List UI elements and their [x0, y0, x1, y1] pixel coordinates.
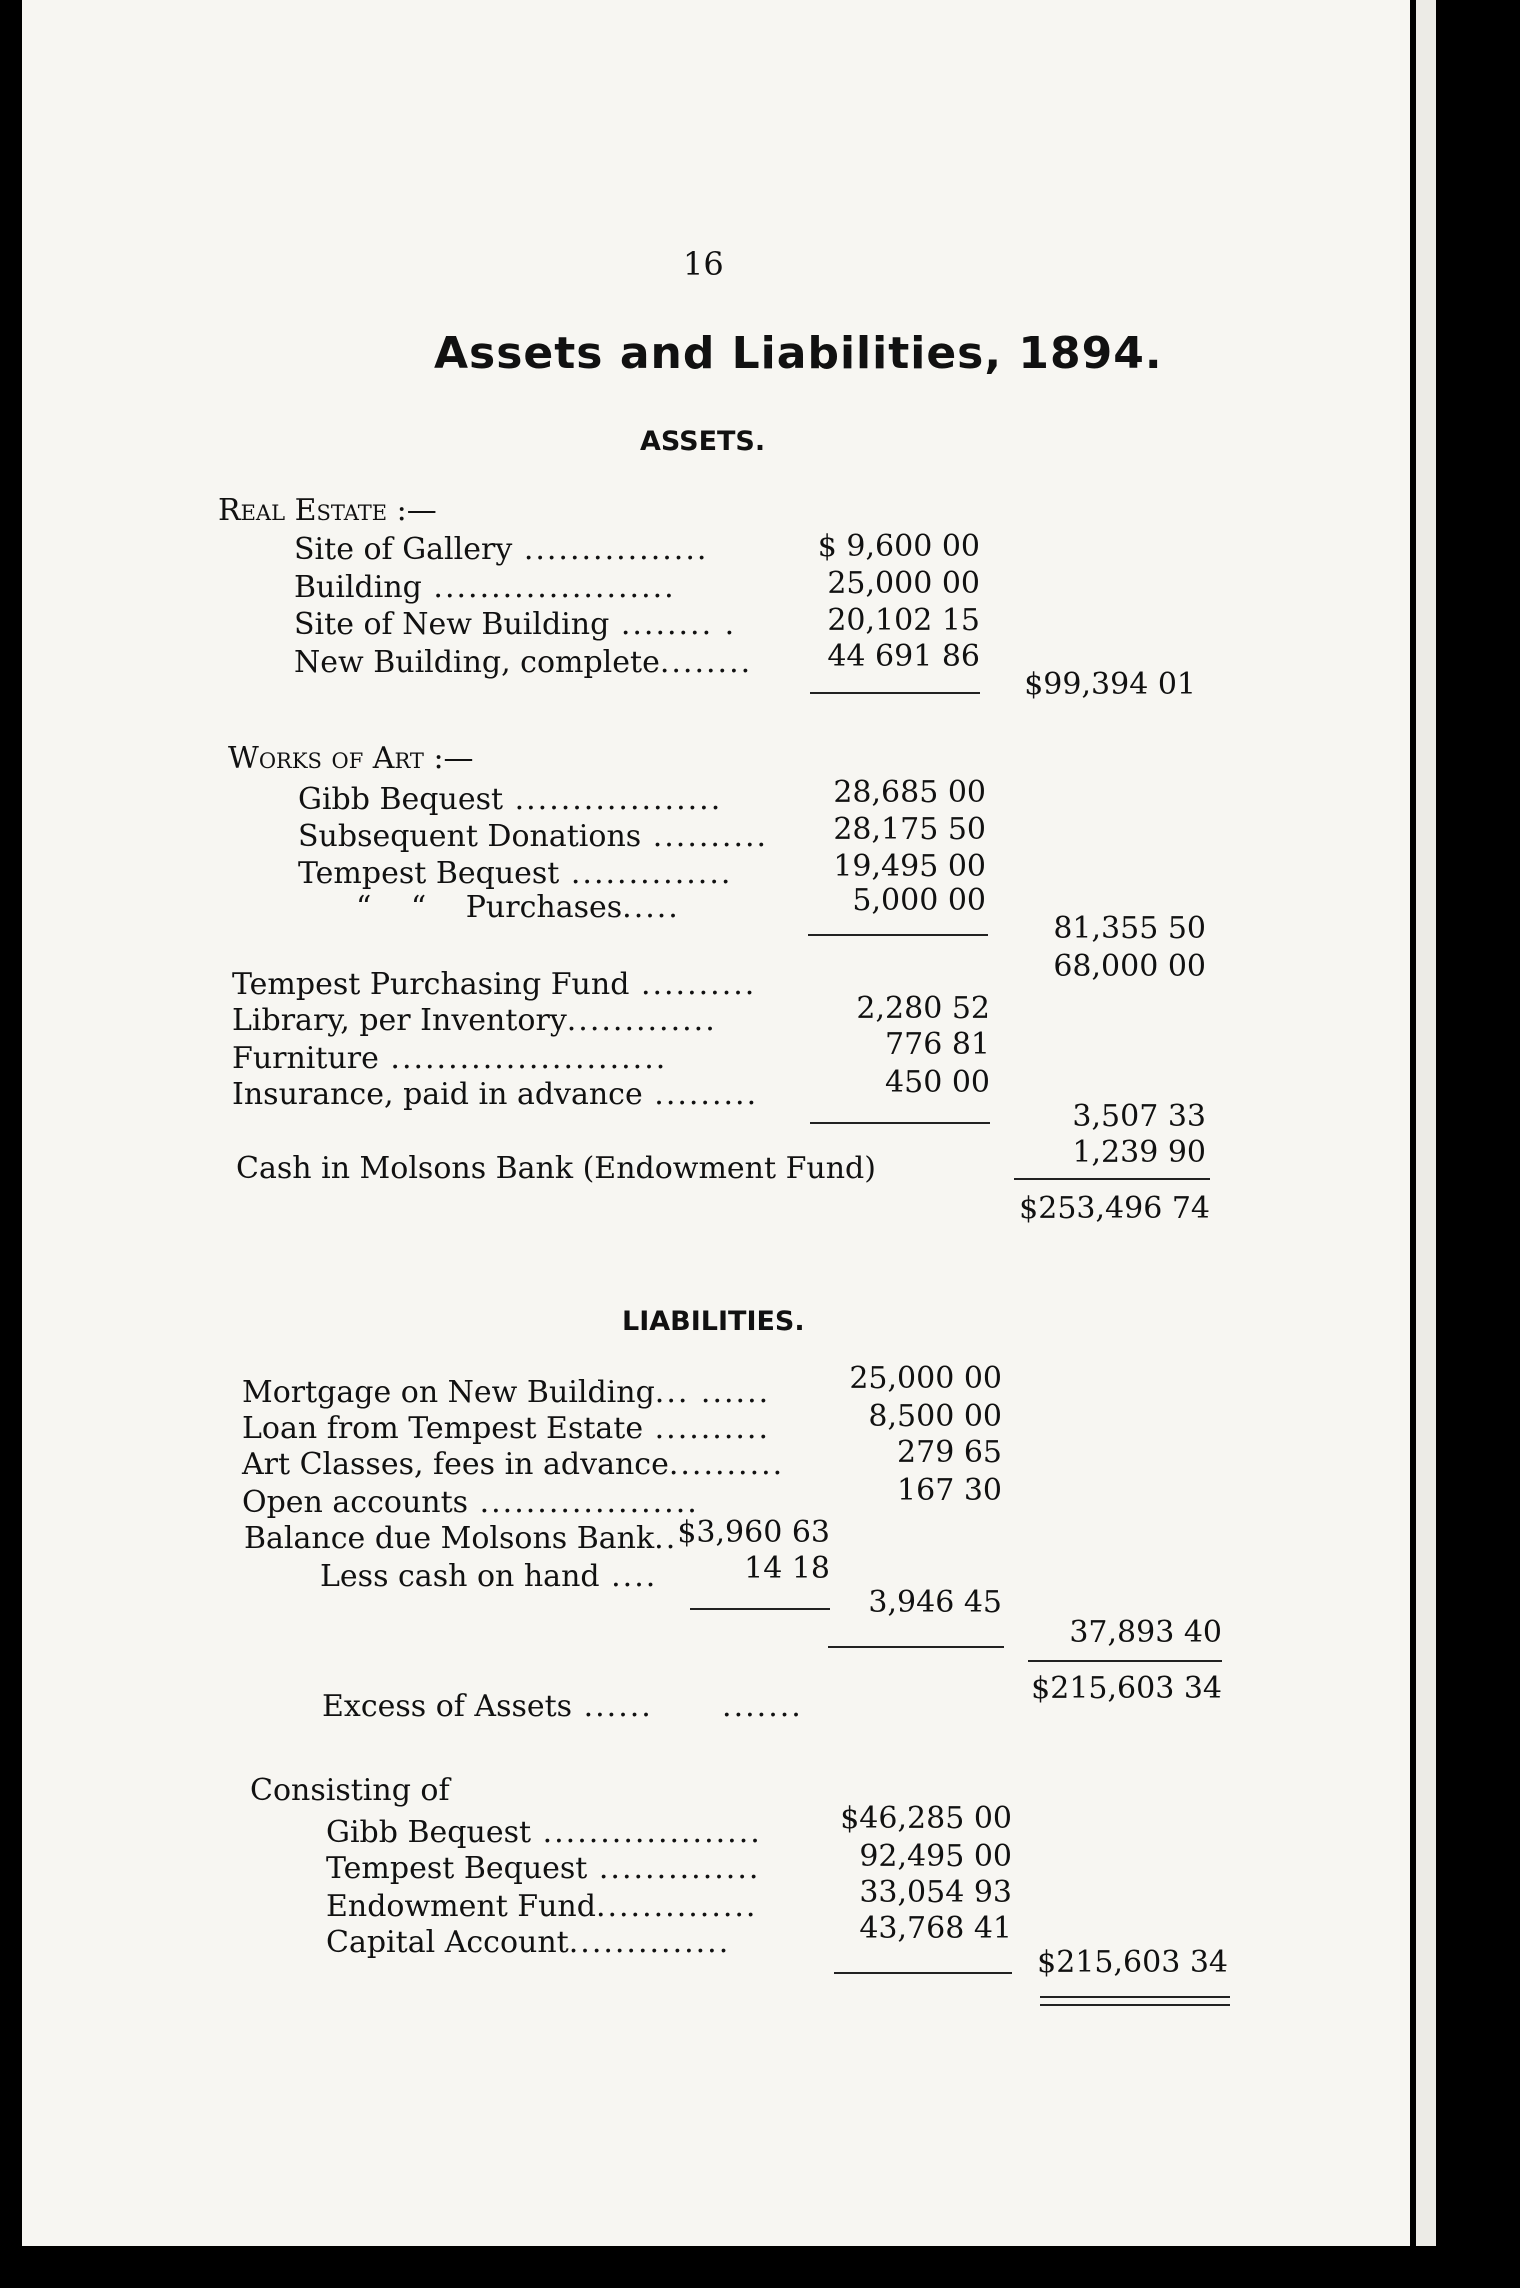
line-item-label: Balance due Molsons Bank..	[244, 1521, 678, 1556]
line-item-label: Tempest Bequest ..............	[326, 1851, 761, 1886]
line-item-amount: 19,495 00	[833, 849, 986, 884]
page-title: Assets and Liabilities, 1894.	[434, 328, 1163, 379]
cash-total: 1,239 90	[1072, 1135, 1206, 1170]
total-rule	[1028, 1660, 1222, 1662]
liabilities-heading: LIABILITIES.	[622, 1306, 805, 1337]
assets-grand-total: $253,496 74	[1019, 1191, 1210, 1226]
page-edge	[1416, 0, 1436, 2246]
excess-label: Excess of Assets ...... .......	[322, 1689, 803, 1724]
total-rule	[1014, 1178, 1210, 1180]
line-item-label: Tempest Purchasing Fund ..........	[232, 967, 757, 1002]
consisting-label: Consisting of	[250, 1773, 450, 1808]
assets-heading: ASSETS.	[640, 426, 766, 457]
other-items-total: 3,507 33	[1072, 1099, 1206, 1134]
works-of-art-total: 81,355 50	[1053, 911, 1206, 946]
cash-label: Cash in Molsons Bank (Endowment Fund)	[236, 1151, 876, 1186]
scan-border	[1436, 0, 1520, 2288]
line-item-amount: 279 65	[897, 1435, 1002, 1470]
net-balance: 3,946 45	[868, 1585, 1002, 1620]
line-item-label: Mortgage on New Building... ......	[242, 1375, 771, 1410]
line-item-amount: 25,000 00	[849, 1361, 1002, 1396]
line-item-label: Site of New Building ........ .	[294, 607, 737, 642]
line-item-label: Site of Gallery ................	[294, 532, 709, 567]
line-item-amount: 43,768 41	[859, 1911, 1012, 1946]
line-item-label: Endowment Fund..............	[326, 1889, 758, 1924]
line-item-amount: 8,500 00	[868, 1399, 1002, 1434]
line-item-amount: 33,054 93	[859, 1875, 1012, 1910]
liabilities-total: 37,893 40	[1069, 1615, 1222, 1650]
line-item-label: Loan from Tempest Estate ..........	[242, 1411, 770, 1446]
line-item-label: “ “ Purchases.....	[356, 890, 680, 925]
real-estate-total: $99,394 01	[1024, 667, 1196, 702]
line-item-label: Insurance, paid in advance .........	[232, 1077, 759, 1112]
subtotal-rule	[808, 934, 988, 936]
line-item-amount: 450 00	[885, 1065, 990, 1100]
line-item-amount: 44 691 86	[827, 639, 980, 674]
line-item-label: Art Classes, fees in advance..........	[242, 1447, 785, 1482]
double-rule-bottom	[1040, 2004, 1230, 2006]
subtotal-rule	[834, 1972, 1012, 1974]
line-item-amount: 5,000 00	[852, 883, 986, 918]
line-item-amount: 28,175 50	[833, 812, 986, 847]
line-item-label: New Building, complete........	[294, 645, 753, 680]
subtotal-rule	[810, 1122, 990, 1124]
line-item-label: Library, per Inventory.............	[232, 1003, 717, 1038]
line-item-label: Tempest Bequest ..............	[298, 856, 733, 891]
line-item-amount: 14 18	[744, 1551, 830, 1586]
line-item-amount: 92,495 00	[859, 1839, 1012, 1874]
line-item-amount: 2,280 52	[856, 991, 990, 1026]
consisting-total: $215,603 34	[1037, 1945, 1228, 1980]
page-number: 16	[683, 245, 724, 283]
line-item-amount: 167 30	[897, 1473, 1002, 1508]
line-item-label: Capital Account..............	[326, 1925, 731, 1960]
line-item-amount: 776 81	[885, 1027, 990, 1062]
works-of-art-label: Works of Art :—	[228, 741, 474, 776]
line-item-label: Furniture ........................	[232, 1041, 668, 1076]
line-item-label: Building .....................	[294, 570, 676, 605]
line-item-amount: 28,685 00	[833, 775, 986, 810]
tempest-fund-total: 68,000 00	[1053, 949, 1206, 984]
subtotal-rule	[828, 1646, 1004, 1648]
excess-total: $215,603 34	[1031, 1671, 1222, 1706]
line-item-label: Open accounts ...................	[242, 1485, 699, 1520]
line-item-label: Less cash on hand ....	[320, 1559, 658, 1594]
line-item-label: Subsequent Donations ..........	[298, 819, 769, 854]
line-item-label: Gibb Bequest ...................	[326, 1815, 762, 1850]
real-estate-label: Real Estate :—	[218, 493, 437, 528]
line-item-amount: $3,960 63	[677, 1515, 830, 1550]
line-item-amount: $46,285 00	[840, 1801, 1012, 1836]
double-rule-top	[1040, 1996, 1230, 1998]
line-item-amount: 25,000 00	[827, 566, 980, 601]
subtotal-rule	[810, 692, 980, 694]
line-item-amount: $ 9,600 00	[817, 529, 980, 564]
line-item-label: Gibb Bequest ..................	[298, 782, 723, 817]
line-item-amount: 20,102 15	[827, 603, 980, 638]
